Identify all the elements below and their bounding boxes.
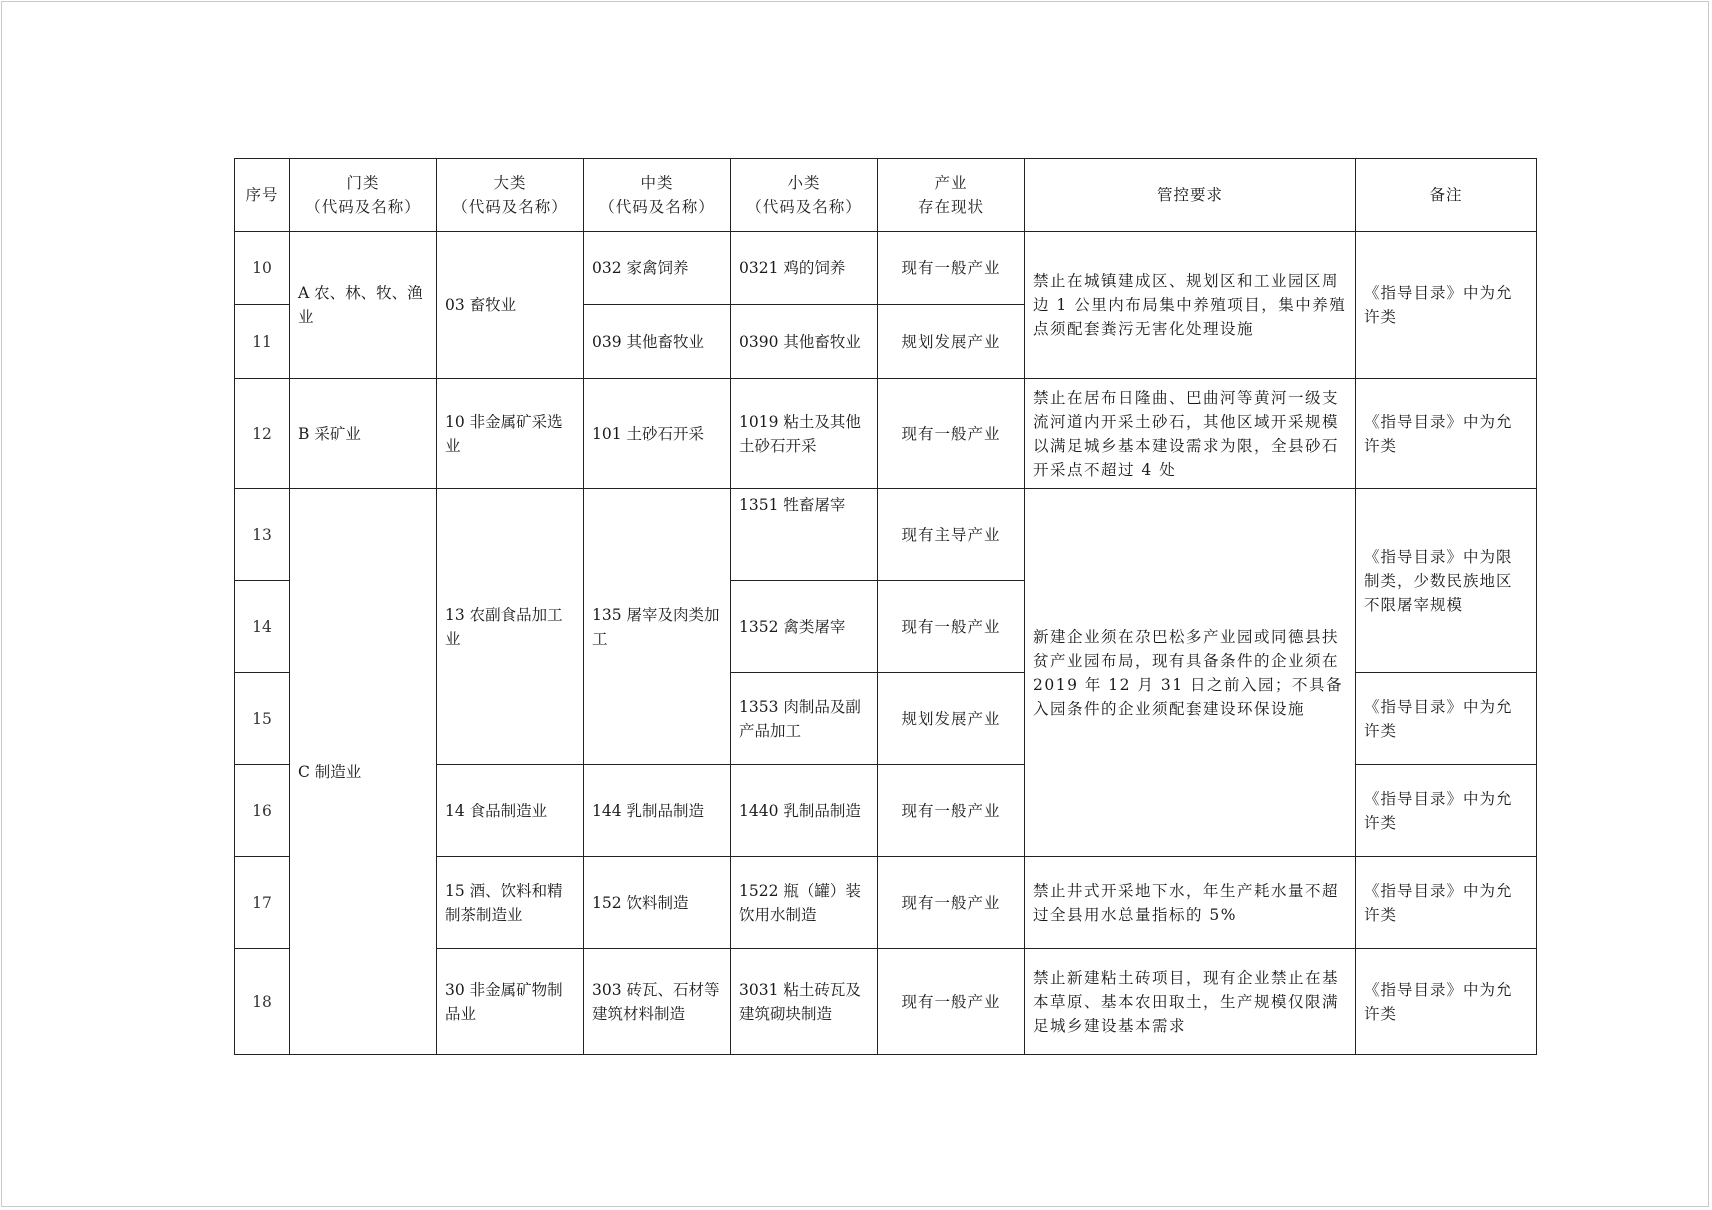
- status-cell: 现有一般产业: [878, 765, 1025, 857]
- status-cell: 现有主导产业: [878, 489, 1025, 581]
- remark-cell: 《指导目录》中为允许类: [1356, 232, 1537, 379]
- remark-cell: 《指导目录》中为允许类: [1356, 765, 1537, 857]
- medium-cell: 303 砖瓦、石材等建筑材料制造: [584, 949, 731, 1055]
- remark-cell: 《指导目录》中为限制类，少数民族地区不限屠宰规模: [1356, 489, 1537, 673]
- status-cell: 现有一般产业: [878, 949, 1025, 1055]
- minor-cell: 1019 粘土及其他土砂石开采: [731, 379, 878, 489]
- door-cell: B 采矿业: [290, 379, 437, 489]
- minor-cell: 0390 其他畜牧业: [731, 305, 878, 379]
- requirement-cell: 禁止在居布日隆曲、巴曲河等黄河一级支流河道内开采土砂石，其他区域开采规模以满足城乡基本建设需求为限，全县砂石开采点不超过 4 处: [1025, 379, 1356, 489]
- status-cell: 现有一般产业: [878, 232, 1025, 305]
- header-medium-name: 中类: [640, 174, 674, 192]
- row-seq: 13: [235, 489, 290, 581]
- table-row: [235, 232, 1537, 305]
- medium-cell: 039 其他畜牧业: [584, 305, 731, 379]
- remark-cell: 《指导目录》中为允许类: [1356, 857, 1537, 949]
- row-seq: 14: [235, 581, 290, 673]
- status-cell: 现有一般产业: [878, 857, 1025, 949]
- major-cell: 30 非金属矿物制品业: [437, 949, 584, 1055]
- medium-cell: 135 屠宰及肉类加工: [584, 489, 731, 765]
- table-row: [235, 489, 1537, 581]
- row-seq: 15: [235, 673, 290, 765]
- header-major-name: 大类: [493, 174, 527, 192]
- row-seq: 18: [235, 949, 290, 1055]
- major-cell: 03 畜牧业: [437, 232, 584, 379]
- row-seq: 11: [235, 305, 290, 379]
- header-door-name: 门类: [346, 174, 380, 192]
- minor-cell: 1440 乳制品制造: [731, 765, 878, 857]
- row-seq: 17: [235, 857, 290, 949]
- header-major: [437, 159, 584, 232]
- header-status-name: 产业: [934, 174, 968, 192]
- header-remark: 备注: [1356, 159, 1537, 232]
- requirement-cell: 新建企业须在尕巴松多产业园或同德县扶贫产业园布局，现有具备条件的企业须在 2019 年 12 月 31 日之前入园；不具备入园条件的企业须配套建设环保设施: [1025, 489, 1356, 857]
- minor-cell: 1522 瓶（罐）装饮用水制造: [731, 857, 878, 949]
- header-status: [878, 159, 1025, 232]
- medium-cell: 152 饮料制造: [584, 857, 731, 949]
- remark-cell: 《指导目录》中为允许类: [1356, 673, 1537, 765]
- header-requirement: 管控要求: [1025, 159, 1356, 232]
- minor-cell: 1353 肉制品及副产品加工: [731, 673, 878, 765]
- requirement-cell: 禁止新建粘土砖项目，现有企业禁止在基本草原、基本农田取土，生产规模仅限满足城乡建设基本需求: [1025, 949, 1356, 1055]
- header-seq: 序号: [235, 159, 290, 232]
- medium-cell: 144 乳制品制造: [584, 765, 731, 857]
- row-seq: 12: [235, 379, 290, 489]
- header-major-sub: （代码及名称）: [452, 198, 568, 216]
- remark-cell: 《指导目录》中为允许类: [1356, 949, 1537, 1055]
- table-row: [235, 379, 1537, 489]
- row-seq: 10: [235, 232, 290, 305]
- header-door: [290, 159, 437, 232]
- header-row: [235, 159, 1537, 232]
- major-cell: 14 食品制造业: [437, 765, 584, 857]
- major-cell: 10 非金属矿采选业: [437, 379, 584, 489]
- door-cell: C 制造业: [290, 489, 437, 1055]
- header-medium-sub: （代码及名称）: [599, 198, 715, 216]
- status-cell: 规划发展产业: [878, 305, 1025, 379]
- major-cell: 15 酒、饮料和精制茶制造业: [437, 857, 584, 949]
- remark-cell: 《指导目录》中为允许类: [1356, 379, 1537, 489]
- status-cell: 现有一般产业: [878, 581, 1025, 673]
- minor-cell: 1351 牲畜屠宰: [731, 489, 878, 581]
- minor-cell: 1352 禽类屠宰: [731, 581, 878, 673]
- header-minor-name: 小类: [787, 174, 821, 192]
- status-cell: 规划发展产业: [878, 673, 1025, 765]
- status-cell: 现有一般产业: [878, 379, 1025, 489]
- minor-cell: 0321 鸡的饲养: [731, 232, 878, 305]
- requirement-cell: 禁止井式开采地下水，年生产耗水量不超过全县用水总量指标的 5%: [1025, 857, 1356, 949]
- medium-cell: 101 土砂石开采: [584, 379, 731, 489]
- minor-cell: 3031 粘土砖瓦及建筑砌块制造: [731, 949, 878, 1055]
- document-page: [1, 1, 1709, 1207]
- header-door-sub: （代码及名称）: [305, 198, 421, 216]
- row-seq: 16: [235, 765, 290, 857]
- industry-control-table: [234, 158, 1537, 1055]
- header-medium: [584, 159, 731, 232]
- header-minor-sub: （代码及名称）: [746, 198, 862, 216]
- medium-cell: 032 家禽饲养: [584, 232, 731, 305]
- major-cell: 13 农副食品加工业: [437, 489, 584, 765]
- door-cell: A 农、林、牧、渔业: [290, 232, 437, 379]
- header-minor: [731, 159, 878, 232]
- header-status-sub: 存在现状: [917, 198, 984, 216]
- requirement-cell: 禁止在城镇建成区、规划区和工业园区周边 1 公里内布局集中养殖项目，集中养殖点须配套粪污无害化处理设施: [1025, 232, 1356, 379]
